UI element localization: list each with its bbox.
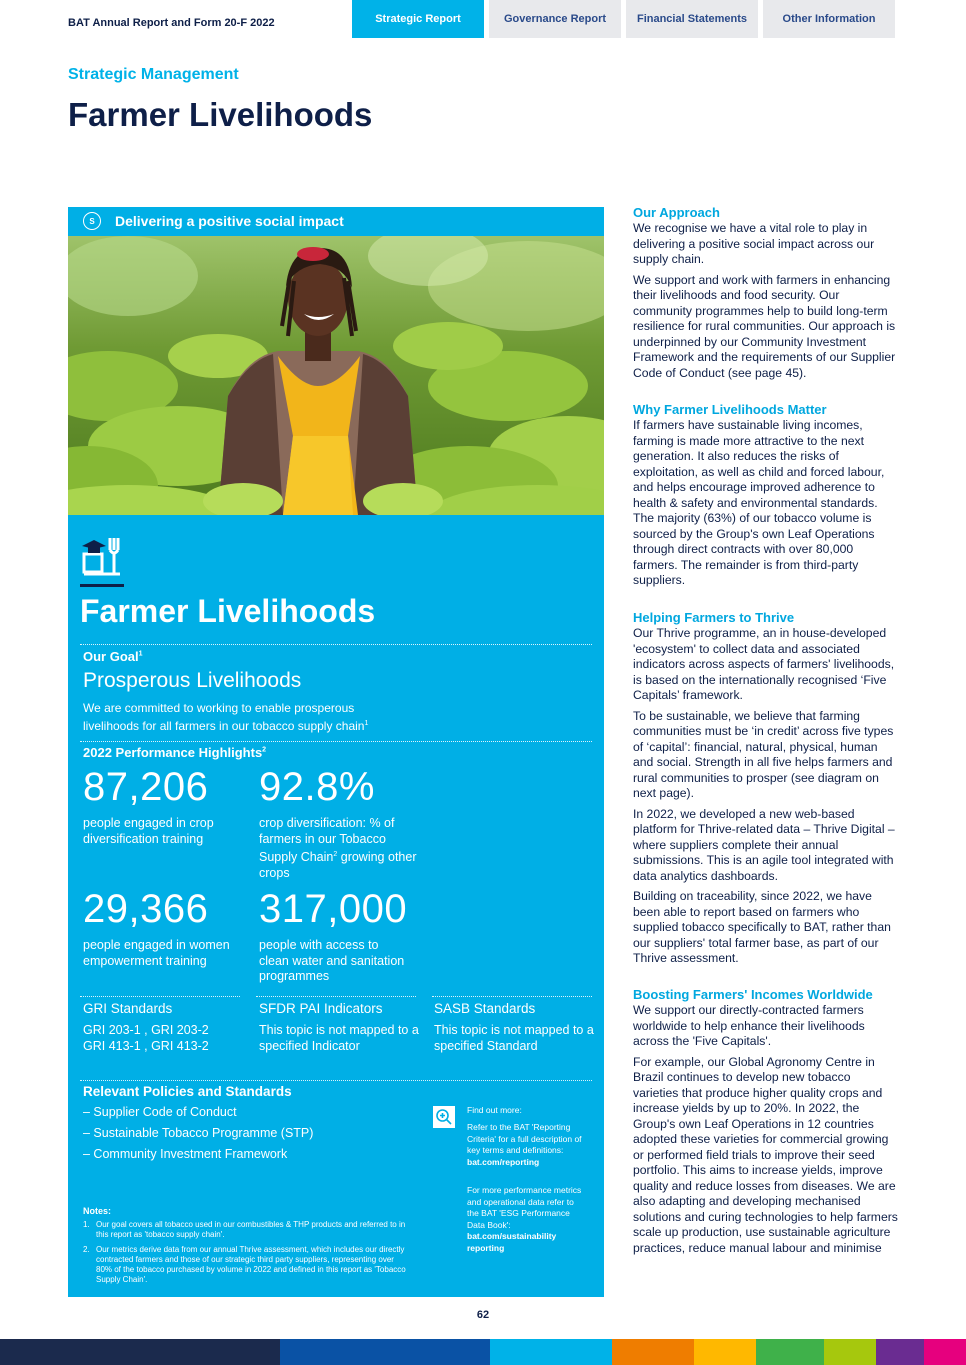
farmer-photo: [68, 236, 604, 515]
policy-item[interactable]: – Community Investment Framework: [83, 1147, 288, 1161]
paragraph: We support and work with farmers in enhancing their livelihoods and food security. Our community programmes help to build long-term resilience for rural communities. Our approach is underpinned by our Community Investment Framework and the requirements of our Supplier Code of Conduct (see page 45).: [633, 272, 896, 380]
color-bar-segment: [280, 1339, 490, 1365]
find-more-title: Find out more:: [467, 1105, 522, 1115]
paragraph: We support our directly-contracted farmers worldwide to help enhance their livelihoods across the 'Five Capitals'.: [633, 1003, 865, 1048]
divider: [80, 741, 592, 742]
paragraph: We recognise we have a vital role to play in delivering a positive social impact across our supply chain.: [633, 221, 875, 266]
goal-title: Prosperous Livelihoods: [83, 669, 302, 692]
divider: [432, 996, 592, 997]
top-nav: [352, 0, 895, 38]
color-bar: [0, 1339, 966, 1365]
tab-financial-statements[interactable]: Financial Statements: [626, 0, 758, 38]
color-bar-segment: [924, 1339, 966, 1365]
stat-description: people with access to clean water and sanitation programmes: [259, 938, 405, 983]
panel-topic-title: Farmer Livelihoods: [80, 593, 376, 629]
sustainability-link[interactable]: bat.com/sustainability reporting: [467, 1231, 557, 1253]
goal-text: We are committed to working to enable prosperous livelihoods for all farmers in our tobacco supply chain$^1$: [83, 701, 369, 733]
paragraph: If farmers have sustainable living incomes, farming is made more attractive to the next generation. It also reduces the risks of exploitation, as well as child and forced labour, and helps encourage improved adherence to health & safety and environmental standards. The majority (63%) of our tobacco volume is sourced by the Group's own Leaf Operations through direct contracts with over 80,000 farmers. The remainder is from third-party suppliers.: [633, 418, 885, 587]
panel-header: [68, 207, 604, 235]
sfdr-label: SFDR PAI Indicators: [259, 1001, 383, 1016]
paragraph: To be sustainable, we believe that farming communities must be ‘in credit’ across five types of ‘capital’: financial, natural, physical, human and social. Strength in all five helps farmers and rural communities to prosper (see diagram on next page).: [633, 708, 894, 800]
section-heading: Why Farmer Livelihoods Matter: [633, 402, 827, 417]
policy-item[interactable]: – Supplier Code of Conduct: [83, 1105, 237, 1119]
notes-heading: Notes:: [83, 1206, 112, 1216]
sasb-text: This topic is not mapped to a specified Standard: [434, 1023, 594, 1053]
divider: [256, 996, 416, 997]
paragraph: Building on traceability, since 2022, we have been able to report based on farmers who supplied tobacco specifically to BAT, rather than our suppliers' total farmer base, as part of our Thrive assessment.: [633, 889, 891, 965]
divider: [80, 996, 240, 997]
highlights-label: 2022 Performance Highlights$^2$: [83, 745, 267, 760]
section-heading: Boosting Farmers' Incomes Worldwide: [633, 987, 873, 1002]
gri-standards-text: GRI 203-1 , GRI 203-2 GRI 413-1 , GRI 413-2: [83, 1023, 209, 1053]
stat-value: 87,206: [83, 765, 209, 809]
color-bar-segment: [490, 1339, 612, 1365]
color-bar-segment: [0, 1339, 280, 1365]
tab-other-information[interactable]: Other Information: [763, 0, 895, 38]
stat-value: 92.8%: [259, 765, 375, 809]
color-bar-segment: [756, 1339, 824, 1365]
farmer-livelihoods-panel: [68, 207, 604, 1297]
stat-value: 29,366: [83, 887, 209, 931]
stat-description: crop diversification: % of farmers in our Tobacco Supply Chain$^2$ growing other crops: [259, 816, 417, 880]
farmer-food-icon: [80, 534, 124, 583]
tab-governance-report[interactable]: Governance Report: [489, 0, 621, 38]
tab-strategic-report[interactable]: Strategic Report: [352, 0, 484, 38]
stat-description: people engaged in crop diversification training: [83, 816, 214, 846]
zoom-in-icon: [433, 1106, 455, 1128]
stat-value: 317,000: [259, 887, 408, 931]
page-title: Farmer Livelihoods: [68, 96, 373, 133]
approach-section: [633, 205, 899, 381]
find-more-text: Refer to the BAT 'Reporting Criteria' for a full description of key terms and definitions: bat.com/reporting: [467, 1122, 582, 1167]
policy-item[interactable]: – Sustainable Tobacco Programme (STP): [83, 1126, 314, 1140]
divider: [80, 644, 592, 645]
section-heading: Helping Farmers to Thrive: [633, 610, 795, 625]
section-heading: Our Approach: [633, 205, 720, 220]
thrive-section: [633, 610, 899, 967]
reporting-link[interactable]: bat.com/reporting: [467, 1156, 540, 1167]
paragraph: For example, our Global Agronomy Centre in Brazil continues to develop new tobacco varieties that produce higher quality crops and increase yields by up to 20%. In 2022, the Group's own Leaf Operations in 12 countries adopted these varieties for commercial growing or performed field trials to improve their seed portfolio. This aims to increase yields, improve quality and reduce losses from diseases. We are also adapting and developing mechanised solutions and curing technologies to help farmers scale up production, use sustainable agriculture practices, reduce manual labour and minimise: [633, 1054, 898, 1255]
color-bar-segment: [612, 1339, 694, 1365]
sasb-label: SASB Standards: [434, 1001, 536, 1016]
icon-rule: [80, 584, 124, 587]
note-item: 2. Our metrics derive data from our annual Thrive assessment, which includes our directly contracted farmers and those of our strategic third party suppliers, representing over 80% of the tobacco purchased by volume in 2022 and defined in this report as 'Tobacco Supply Chain'.: [83, 1245, 406, 1284]
paragraph: In 2022, we developed a new web-based platform for Thrive-related data – Thrive Digital – where suppliers complete their annual submissions. This is an agile tool integrated with data analytics dashboards.: [633, 806, 895, 883]
goal-label: Our Goal$^1$: [83, 649, 143, 664]
gri-standards-label: GRI Standards: [83, 1001, 173, 1016]
social-badge-icon: S: [83, 212, 101, 230]
incomes-section: [633, 987, 899, 1256]
find-more-text: For more performance metrics and operational data refer to the BAT 'ESG Performance Data Book': bat.com/sustainability reporting: [467, 1185, 582, 1253]
why-matters-section: [633, 402, 899, 589]
report-title: BAT Annual Report and Form 20-F 2022: [68, 17, 275, 29]
note-item: 1. Our goal covers all tobacco used in our combustibles & THP products and referred to in this report as 'tobacco supply chain'.: [83, 1220, 406, 1239]
section-label: Strategic Management: [68, 66, 239, 83]
page-number: 62: [476, 1309, 490, 1321]
color-bar-segment: [694, 1339, 756, 1365]
panel-header-text: Delivering a positive social impact: [115, 213, 344, 229]
divider: [80, 1080, 592, 1081]
policies-heading: Relevant Policies and Standards: [83, 1084, 292, 1099]
color-bar-segment: [876, 1339, 924, 1365]
paragraph: Our Thrive programme, an in house-developed 'ecosystem' to collect data and associated indicators across aspects of farmers' livelihoods, is based on the internationally recognised ‘Five Capitals’ framework.: [633, 626, 895, 702]
sfdr-text: This topic is not mapped to a specified Indicator: [259, 1023, 419, 1053]
stat-description: people engaged in women empowerment training: [83, 938, 230, 968]
color-bar-segment: [824, 1339, 876, 1365]
